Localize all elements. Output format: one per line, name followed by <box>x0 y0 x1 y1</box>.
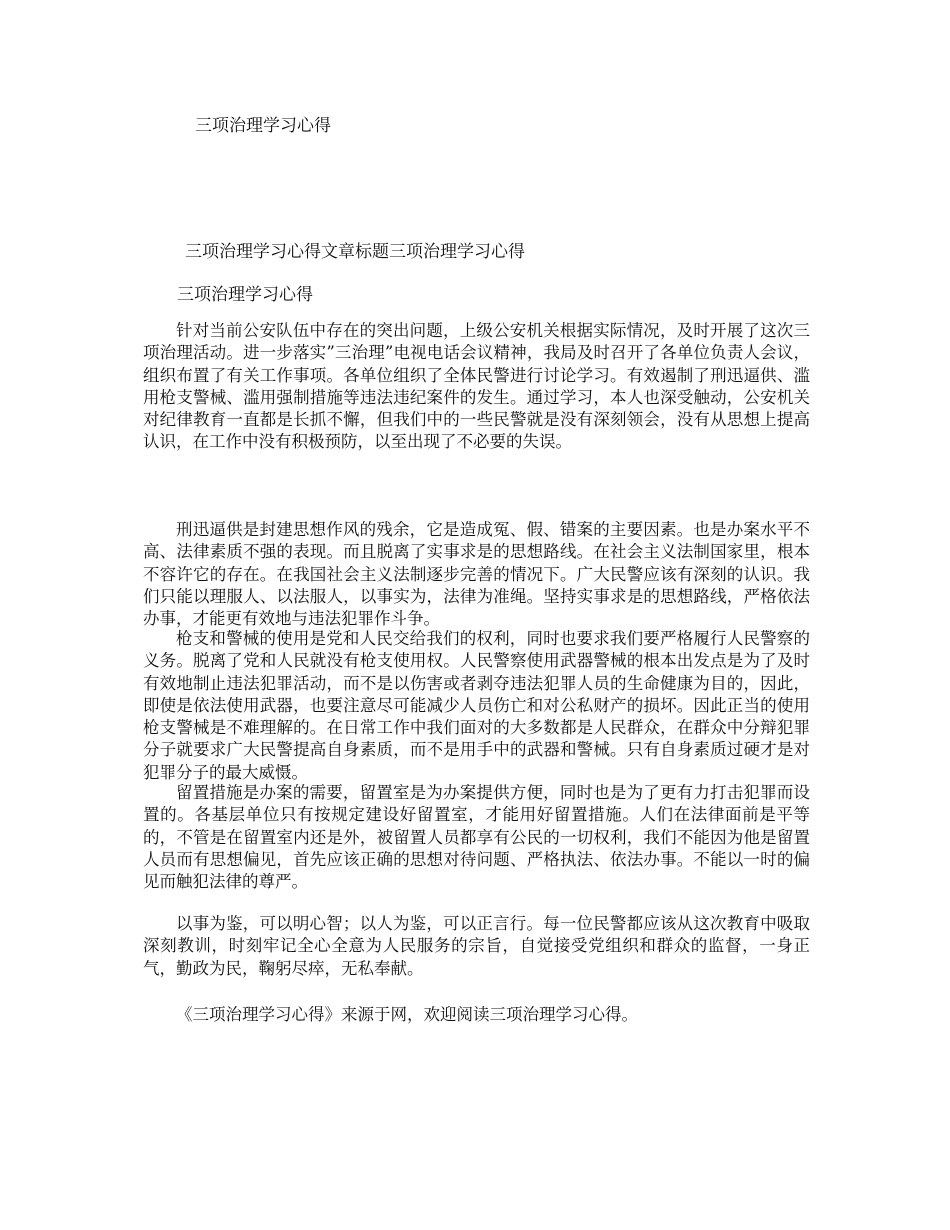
article-title-line: 三项治理学习心得文章标题三项治理学习心得 <box>185 242 525 262</box>
section-title: 三项治理学习心得 <box>177 285 313 305</box>
document-title: 三项治理学习心得 <box>195 116 331 136</box>
body-paragraph: 针对当前公安队伍中存在的突出问题，上级公安机关根据实际情况，及时开展了这次三项治理活动。进一步落实”三治理”电视电话会议精神，我局及时召开了各单位负责人会议，组织布置了有关工作事项。各单位组织了全体民警进行讨论学习。有效遏制了刑迅逼供、滥用枪支警械、滥用强制措施等违法违纪案件的发生。通过学习，本人也深受触动，公安机关对纪律教育一直都是长抓不懈，但我们中的一些民警就是没有深刻领会，没有从思想上提高认识，在工作中没有积极预防，以至出现了不必要的失误。 <box>143 321 810 452</box>
source-note: 《三项治理学习心得》来源于网，欢迎阅读三项治理学习心得。 <box>176 1005 638 1024</box>
body-paragraph: 刑迅逼供是封建思想作风的残余，它是造成冤、假、错案的主要因素。也是办案水平不高、法律素质不强的表现。而且脱离了实事求是的思想路线。在社会主义法制国家里，根本不容许它的存在。在我国社会主义法制逐步完善的情况下。广大民警应该有深刻的认识。我们只能以理服人、以法服人，以事实为，法律为准绳。坚持实事求是的思想路线，严格依法办事，才能更有效地与违法犯罪作斗争。 <box>143 520 810 629</box>
body-paragraph: 留置措施是办案的需要，留置室是为办案提供方便，同时也是为了更有力打击犯罪而设置的。各基层单位只有按规定建设好留置室，才能用好留置措施。人们在法律面前是平等的，不管是在留置室内还是外，被留置人员都享有公民的一切权利，我们不能因为他是留置人员而有思想偏见，首先应该正确的思想对待问题、严格执法、依法办事。不能以一时的偏见而触犯法律的尊严。 <box>143 783 810 892</box>
body-paragraph: 枪支和警械的使用是党和人民交给我们的权利，同时也要求我们要严格履行人民警察的义务。脱离了党和人民就没有枪支使用权。人民警察使用武器警械的根本出发点是为了及时有效地制止违法犯罪活动，而不是以伤害或者剥夺违法犯罪人员的生命健康为目的，因此，即使是依法使用武器，也要注意尽可能减少人员伤亡和对公私财产的损坏。因此正当的使用枪支警械是不难理解的。在日常工作中我们面对的大多数都是人民群众，在群众中分辩犯罪分子就要求广大民警提高自身素质，而不是用手中的武器和警械。只有自身素质过硬才是对犯罪分子的最大威慑。 <box>143 629 810 782</box>
body-paragraph: 以事为鉴，可以明心智；以人为鉴，可以正言行。每一位民警都应该从这次教育中吸取深刻教训，时刻牢记全心全意为人民服务的宗旨，自觉接受党组织和群众的监督，一身正气，勤政为民，鞠躬尽瘁，无私奉献。 <box>143 914 810 978</box>
